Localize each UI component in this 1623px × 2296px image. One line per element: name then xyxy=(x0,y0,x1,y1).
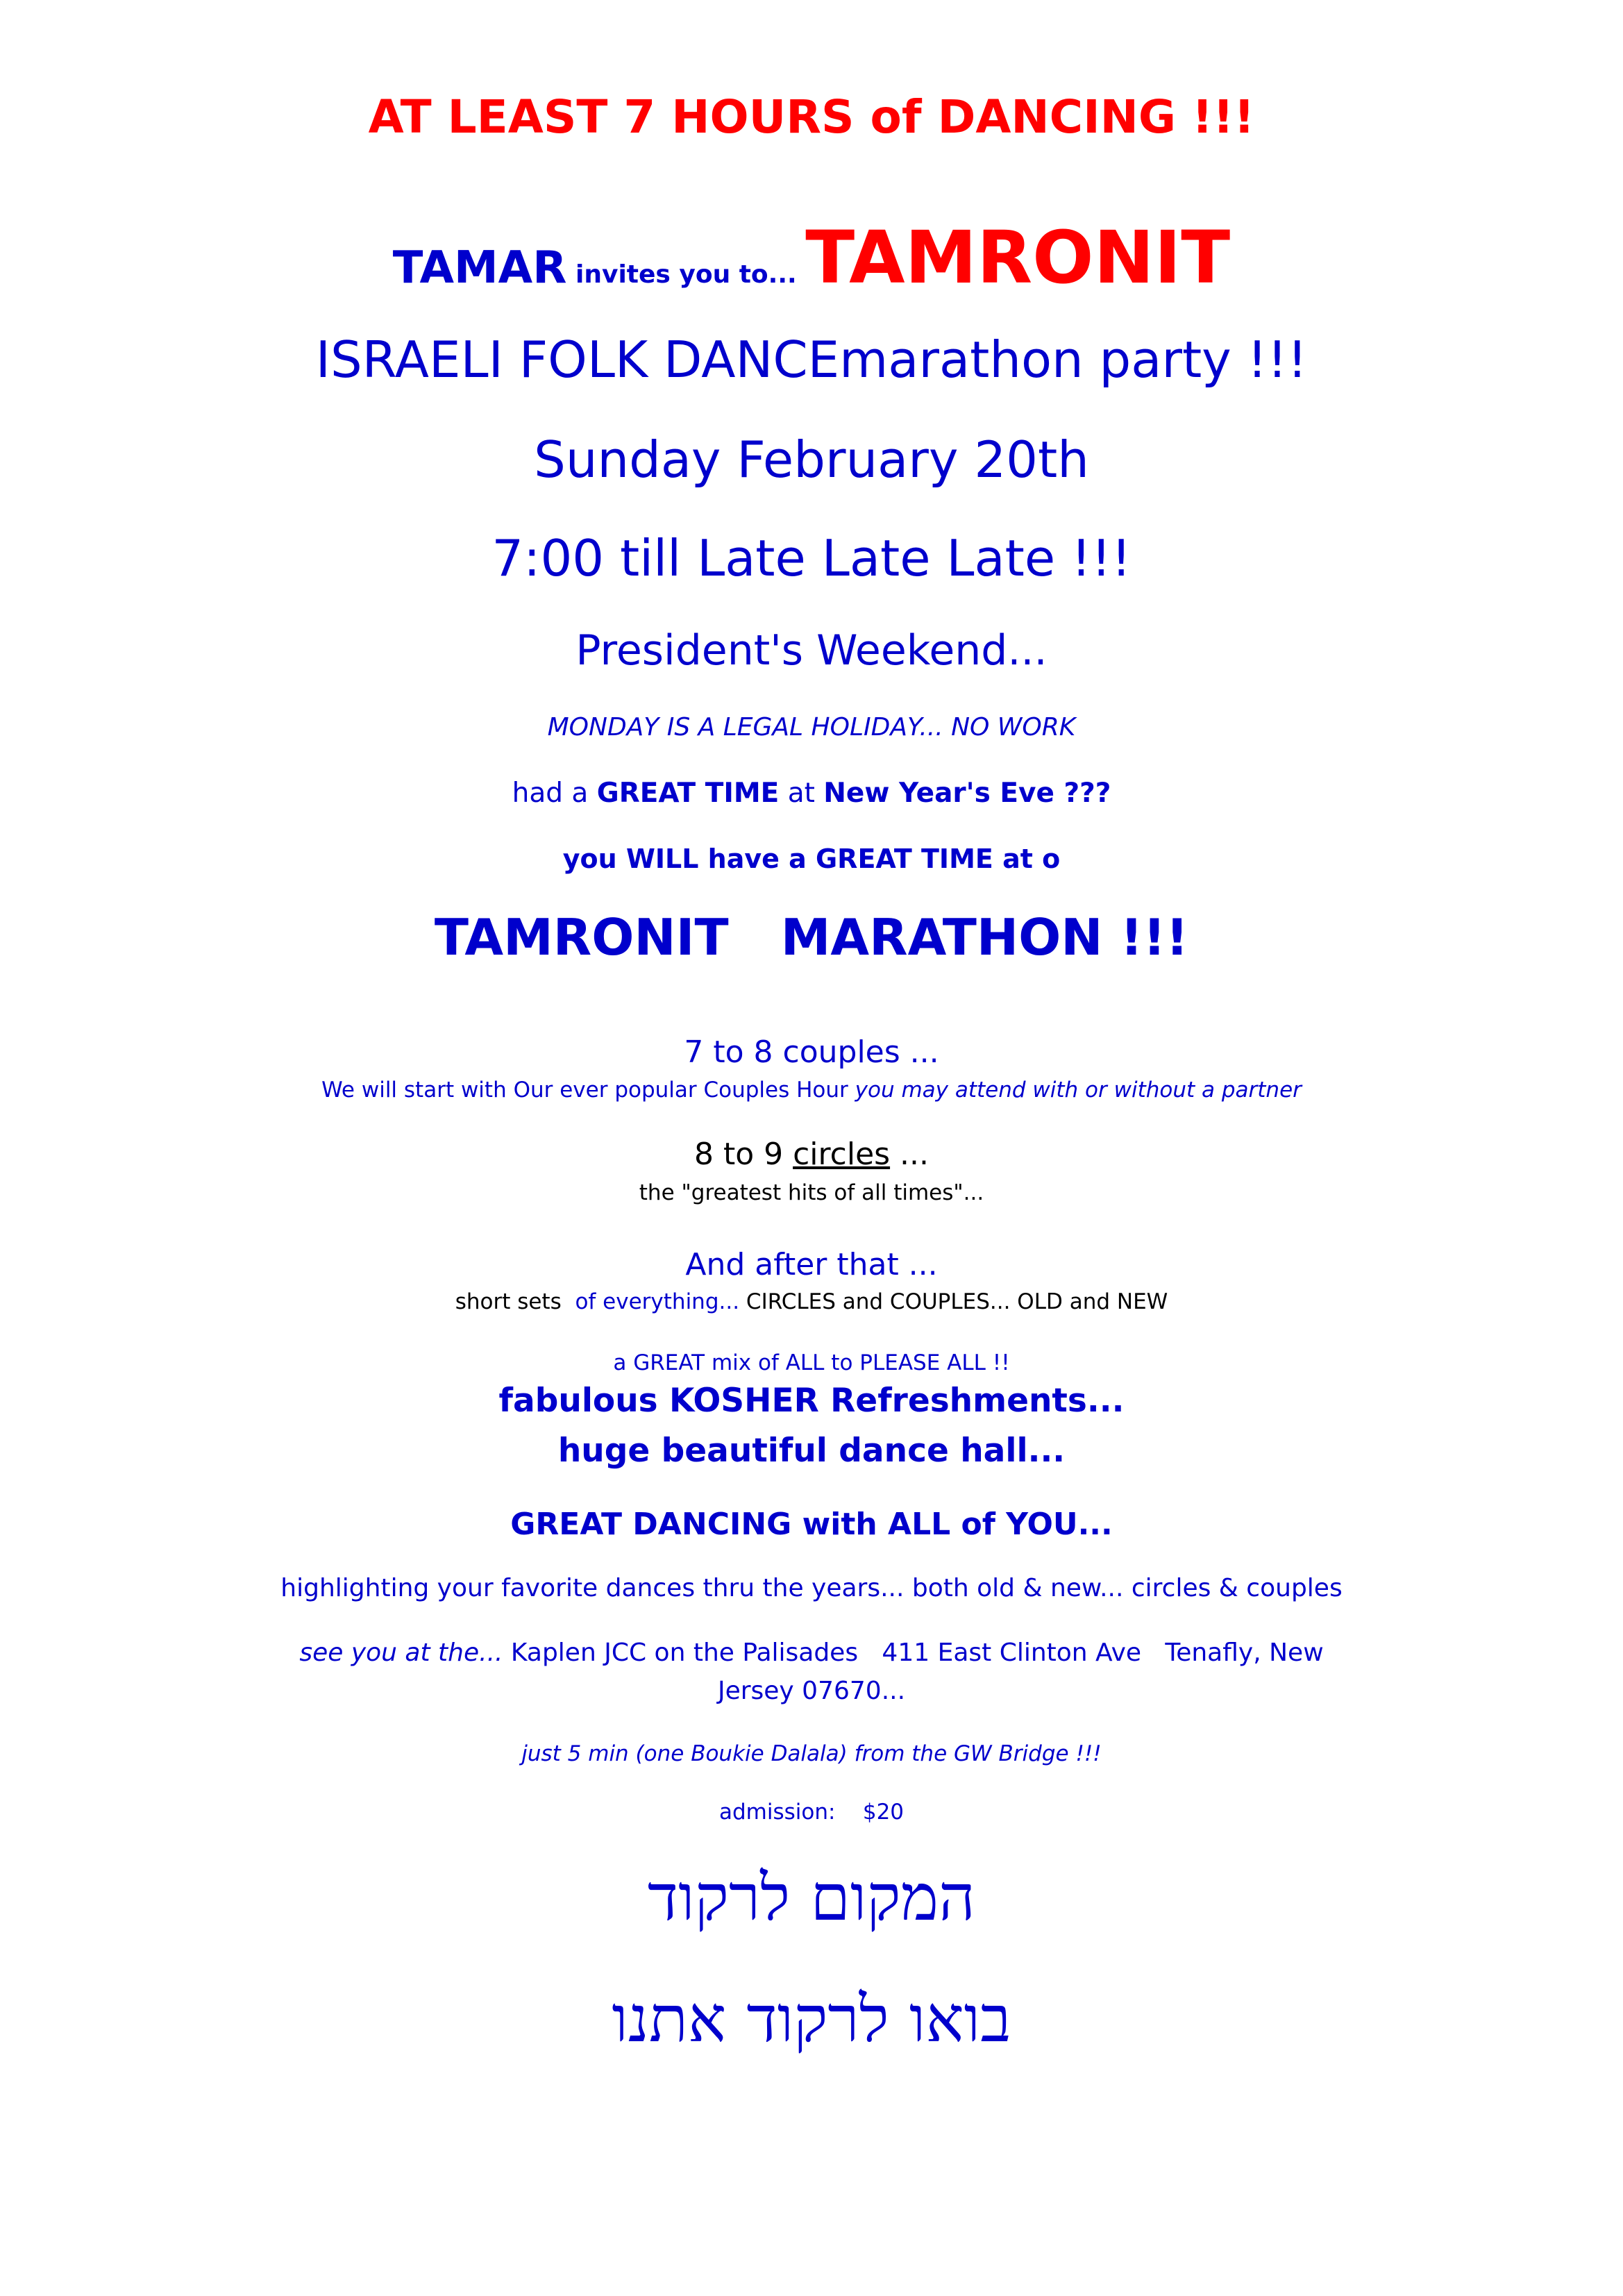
venue-line-2: Jersey 07670... xyxy=(717,1677,906,1705)
event-date: Sunday February 20th xyxy=(534,430,1089,489)
schedule-circles-heading: 8 to 9 circles ... xyxy=(693,1137,930,1172)
schedule-couples-heading: 7 to 8 couples ... xyxy=(684,1034,939,1070)
hall-line: huge beautiful dance hall... xyxy=(557,1432,1066,1470)
holiday-note: MONDAY IS A LEGAL HOLIDAY... NO WORK xyxy=(547,713,1076,741)
highlighting-line: highlighting your favorite dances thru the years... both old & new... circles & couples xyxy=(280,1574,1343,1602)
headline: AT LEAST 7 HOURS of DANCING !!! xyxy=(368,90,1255,144)
venue-line-1: see you at the... Kaplen JCC on the Palisades 411 East Clinton Ave Tenafly, New xyxy=(299,1639,1324,1667)
schedule-after-detail: short sets of everything... CIRCLES and COUPLES... OLD and NEW xyxy=(455,1289,1168,1314)
event-time: 7:00 till Late Late Late !!! xyxy=(491,529,1132,587)
schedule-after-heading: And after that ... xyxy=(685,1247,938,1282)
distance-note: just 5 min (one Boukie Dalala) from the GW Bridge !!! xyxy=(521,1741,1102,1766)
event-subtitle: ISRAELI FOLK DANCEmarathon party !!! xyxy=(315,330,1308,389)
hebrew-line-1: המקום לרקוד xyxy=(647,1861,976,1935)
marathon-title: TAMRONIT MARATHON !!! xyxy=(434,908,1189,966)
refreshments-line: fabulous KOSHER Refreshments... xyxy=(498,1382,1125,1420)
event-name: TAMRONIT xyxy=(805,215,1231,300)
host-name: TAMAR xyxy=(392,242,567,294)
invite-line xyxy=(0,215,1623,300)
invite-phrase: invites you to... xyxy=(566,260,806,289)
schedule-couples-detail: We will start with Our ever popular Couples Hour you may attend with or without a partner xyxy=(321,1078,1302,1103)
mix-line: a GREAT mix of ALL to PLEASE ALL !! xyxy=(613,1350,1010,1375)
admission-line: admission: $20 xyxy=(718,1800,905,1825)
promise-line: you WILL have a GREAT TIME at o xyxy=(562,844,1061,874)
question-line: had a GREAT TIME at New Year's Eve ??? xyxy=(512,778,1111,809)
weekend-note: President's Weekend... xyxy=(575,626,1048,675)
schedule-circles-detail: the "greatest hits of all times"... xyxy=(639,1180,984,1205)
hebrew-line-2: בואו לרקוד אתנו xyxy=(612,1982,1011,2056)
great-dancing-line: GREAT DANCING with ALL of YOU... xyxy=(510,1507,1113,1542)
